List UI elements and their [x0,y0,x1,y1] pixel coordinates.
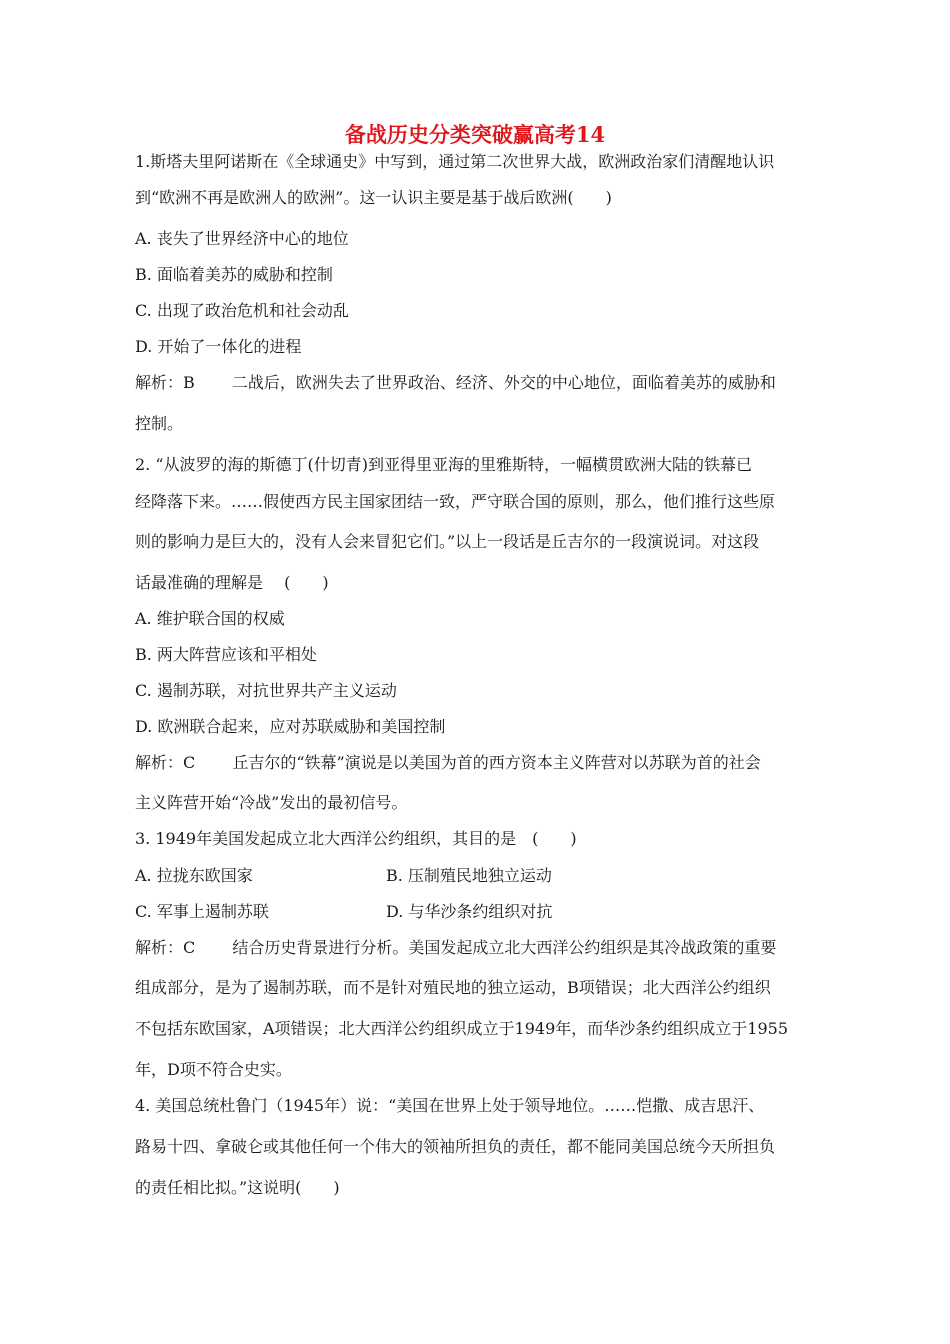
analysis-line: 年，D项不符合史实。 [135,1060,292,1079]
text-line: 路易十四、拿破仑或其他任何一个伟大的领袖所担负的责任，都不能同美国总统今天所担负 [135,1137,776,1156]
option-line: C. 军事上遏制苏联 [135,902,269,921]
option-line: B. 面临着美苏的威胁和控制 [135,265,333,284]
option-line: C. 遏制苏联，对抗世界共产主义运动 [135,681,397,700]
text-line: 到“欧洲不再是欧洲人的欧洲”。这一认识主要是基于战后欧洲( ) [135,188,612,207]
text-line: 话最准确的理解是 ( ) [135,573,329,592]
analysis-line: 不包括东欧国家，A项错误；北大西洋公约组织成立于1949年，而华沙条约组织成立于1955 [135,1019,788,1038]
document-title: 备战历史分类突破赢高考14 [344,122,606,147]
option-line: D. 开始了一体化的进程 [135,337,302,356]
option-line: A. 维护联合国的权威 [135,609,285,628]
text-line: 4. 美国总统杜鲁门（1945年）说：“美国在世界上处于领导地位。……恺撒、成吉思汗、 [135,1096,765,1115]
option-line: A. 拉拢东欧国家 [135,866,253,885]
text-line: 3. 1949年美国发起成立北大西洋公约组织，其目的是 ( ) [135,829,577,848]
text-line: 的责任相比拟。”这说明( ) [135,1178,340,1197]
analysis-line: 主义阵营开始“冷战”发出的最初信号。 [135,793,408,812]
text-line: 则的影响力是巨大的，没有人会来冒犯它们。”以上一段话是丘吉尔的一段演说词。对这段 [135,532,760,551]
analysis-line: 解析：C 丘吉尔的“铁幕”演说是以美国为首的西方资本主义阵营对以苏联为首的社会 [135,753,761,772]
text-line: 2. “从波罗的海的斯德丁(什切青)到亚得里亚海的里雅斯特，一幅横贯欧洲大陆的铁幕已 [135,455,753,474]
analysis-line: 控制。 [135,414,184,433]
option-line: B. 压制殖民地独立运动 [386,866,552,885]
analysis-line: 组成部分，是为了遏制苏联，而不是针对殖民地的独立运动，B项错误；北大西洋公约组织 [135,978,771,997]
text-line: 1.斯塔夫里阿诺斯在《全球通史》中写到，通过第二次世界大战，欧洲政治家们清醒地认识 [135,152,775,171]
text-line: 经降落下来。……假使西方民主国家团结一致，严守联合国的原则，那么，他们推行这些原 [135,492,776,511]
option-line: D. 与华沙条约组织对抗 [386,902,553,921]
option-line: A. 丧失了世界经济中心的地位 [135,229,349,248]
analysis-line: 解析：B 二战后，欧洲失去了世界政治、经济、外交的中心地位，面临着美苏的威胁和 [135,373,776,392]
analysis-line: 解析：C 结合历史背景进行分析。美国发起成立北大西洋公约组织是其冷战政策的重要 [135,938,777,957]
option-line: B. 两大阵营应该和平相处 [135,645,317,664]
option-line: D. 欧洲联合起来，应对苏联威胁和美国控制 [135,717,446,736]
option-line: C. 出现了政治危机和社会动乱 [135,301,349,320]
